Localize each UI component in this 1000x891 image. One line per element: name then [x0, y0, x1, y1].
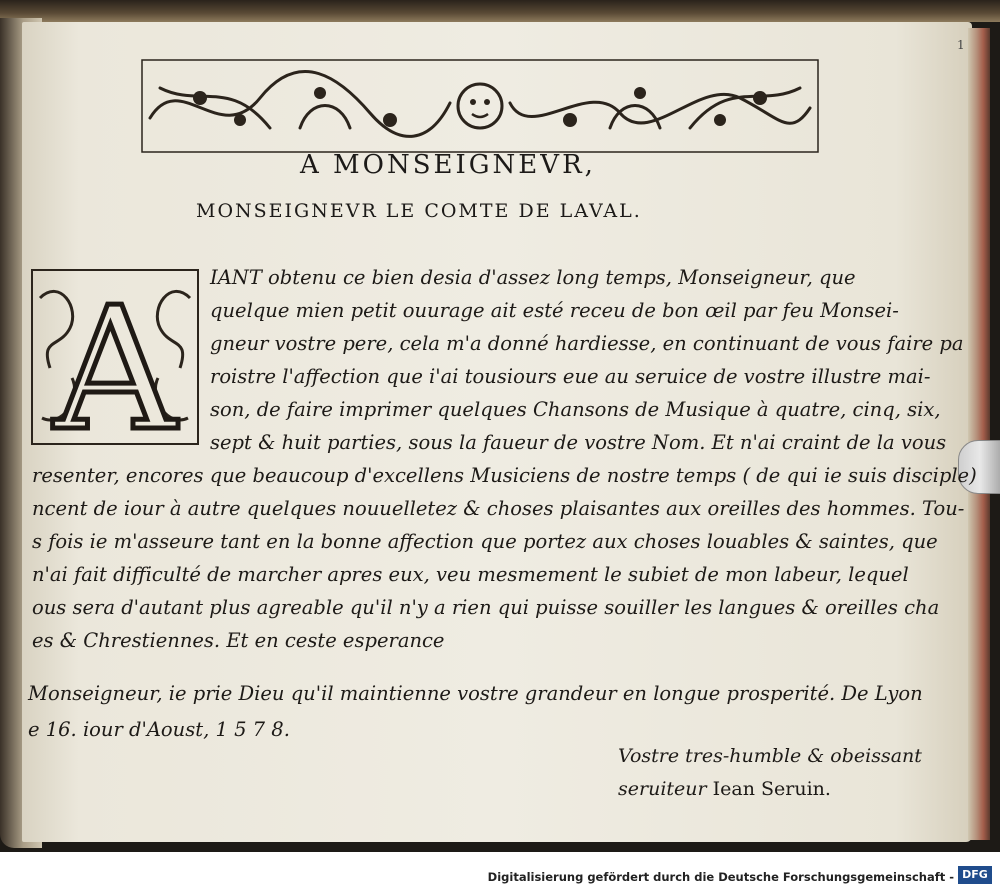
letter-line-12: es & Chrestiennes. Et en ceste esperance	[32, 629, 445, 652]
letter-line-2: quelque mien petit ouurage ait esté receu de bon œil par feu Monsei-	[210, 299, 899, 322]
letter-line-3: gneur vostre pere, cela m'a donné hardiesse, en continuant de vous faire pa	[210, 332, 964, 355]
letter-line-9: s fois ie m'asseure tant en la bonne affection que portez aux choses louables & saintes, que	[32, 530, 938, 553]
page-number: 1	[957, 38, 965, 52]
letter-line-1: IANT obtenu ce bien desia d'assez long temps, Monseigneur, que	[210, 266, 856, 289]
dfg-logo: DFG	[958, 866, 992, 884]
signature-line	[618, 778, 831, 800]
letter-line-11: ous sera d'autant plus agreable qu'il n'y a rien qui puisse souiller les langues & oreilles cha	[32, 596, 940, 619]
letter-line-13: Monseigneur, ie prie Dieu qu'il maintienne vostre grandeur en longue prosperité. De Lyon	[28, 682, 923, 705]
letter-line-10: n'ai fait difficulté de marcher apres eux, veu mesmement le subiet de mon labeur, lequel	[32, 563, 909, 586]
ornamental-banner	[140, 58, 820, 154]
letter-line-6: sept & huit parties, sous la faueur de vostre Nom. Et n'ai craint de la vous	[210, 431, 947, 454]
page-title: A MONSEIGNEVR,	[300, 150, 596, 180]
letter-line-8: ncent de iour à autre quelques nouuelletez & choses plaisantes aux oreilles des hommes. Tou-	[32, 497, 965, 520]
right-page-edge	[968, 28, 990, 840]
signature-prefix: seruiteur	[618, 778, 707, 800]
closing-line: Vostre tres-humble & obeissant	[618, 745, 922, 767]
decorative-initial	[30, 268, 200, 446]
letter-line-5: son, de faire imprimer quelques Chansons de Musique à quatre, cinq, six,	[210, 398, 941, 421]
letter-line-14: e 16. iour d'Aoust, 1 5 7 8.	[28, 718, 290, 741]
letter-line-4: roistre l'affection que i'ai tousiours eue au seruice de vostre illustre mai-	[210, 365, 931, 388]
footer-credit: Digitalisierung gefördert durch die Deutsche Forschungsgemeinschaft -	[487, 870, 954, 884]
book-top-edge	[0, 0, 1000, 22]
letter-line-7: resenter, encores que beaucoup d'excellens Musiciens de nostre temps ( de qui ie suis disciple)	[32, 464, 977, 487]
initial-letter: A	[53, 271, 177, 446]
page-subtitle: MONSEIGNEVR LE COMTE DE LAVAL.	[196, 200, 642, 222]
signature-name: Iean Seruin.	[712, 778, 831, 800]
